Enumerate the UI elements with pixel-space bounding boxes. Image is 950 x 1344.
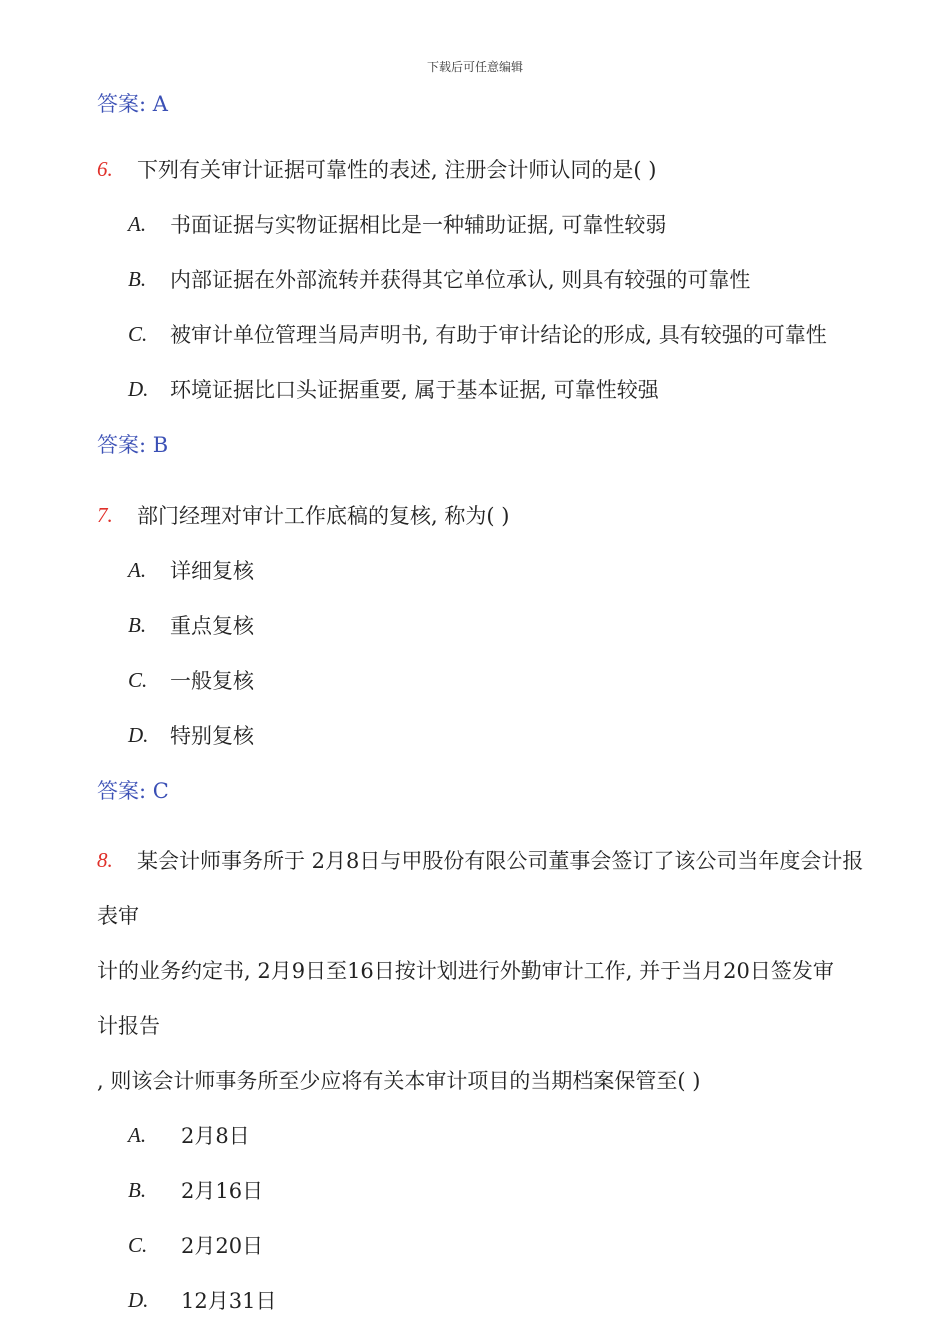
answer-q6: 答案: B: [97, 433, 169, 457]
q8-option-a-letter: A.: [128, 1123, 147, 1147]
q6-option-d-letter: D.: [128, 377, 149, 401]
q8-option-d-text: 12月31日: [181, 1289, 277, 1313]
q6-option-a-letter: A.: [128, 212, 147, 236]
q8-option-b-text: 2月16日: [181, 1179, 264, 1203]
q7-option-a-text: 详细复核: [170, 559, 254, 583]
q8-option-c-text: 2月20日: [181, 1234, 264, 1258]
question-8-text-line-5: , 则该会计师事务所至少应将有关本审计项目的当期档案保管至( ): [97, 1069, 701, 1093]
q7-option-c-letter: C.: [128, 668, 148, 692]
q8-option-d-letter: D.: [128, 1288, 149, 1312]
question-8-number: 8.: [97, 848, 113, 872]
q7-option-d-letter: D.: [128, 723, 149, 747]
question-8-text-line-2: 表审: [97, 904, 139, 928]
q6-option-a-text: 书面证据与实物证据相比是一种辅助证据, 可靠性较弱: [170, 213, 667, 237]
question-8-text-line-1: 某会计师事务所于 2月8日与甲股份有限公司董事会签订了该公司当年度会计报: [137, 849, 864, 873]
page-header: 下载后可任意编辑: [426, 60, 523, 74]
answer-q7: 答案: C: [97, 779, 169, 803]
q6-option-b-text: 内部证据在外部流转并获得其它单位承认, 则具有较强的可靠性: [170, 268, 751, 292]
question-8-text-line-4: 计报告: [97, 1014, 160, 1038]
q6-option-b-letter: B.: [128, 267, 147, 291]
q8-option-a-text: 2月8日: [181, 1124, 250, 1148]
question-7-number: 7.: [97, 503, 113, 527]
q7-option-d-text: 特别复核: [170, 724, 254, 748]
q7-option-b-letter: B.: [128, 613, 147, 637]
q8-option-c-letter: C.: [128, 1233, 148, 1257]
answer-q5: 答案: A: [97, 92, 168, 116]
q6-option-c-letter: C.: [128, 322, 148, 346]
question-6-text: 下列有关审计证据可靠性的表述, 注册会计师认同的是( ): [137, 158, 657, 182]
question-6-number: 6.: [97, 157, 113, 181]
q8-option-b-letter: B.: [128, 1178, 147, 1202]
q7-option-a-letter: A.: [128, 558, 147, 582]
q6-option-d-text: 环境证据比口头证据重要, 属于基本证据, 可靠性较强: [170, 378, 659, 402]
q6-option-c-text: 被审计单位管理当局声明书, 有助于审计结论的形成, 具有较强的可靠性: [170, 323, 827, 347]
q7-option-c-text: 一般复核: [170, 669, 254, 693]
question-8-text-line-3: 计的业务约定书, 2月9日至16日按计划进行外勤审计工作, 并于当月20日签发审: [97, 959, 834, 983]
question-7-text: 部门经理对审计工作底稿的复核, 称为( ): [137, 504, 510, 528]
q7-option-b-text: 重点复核: [170, 614, 254, 638]
